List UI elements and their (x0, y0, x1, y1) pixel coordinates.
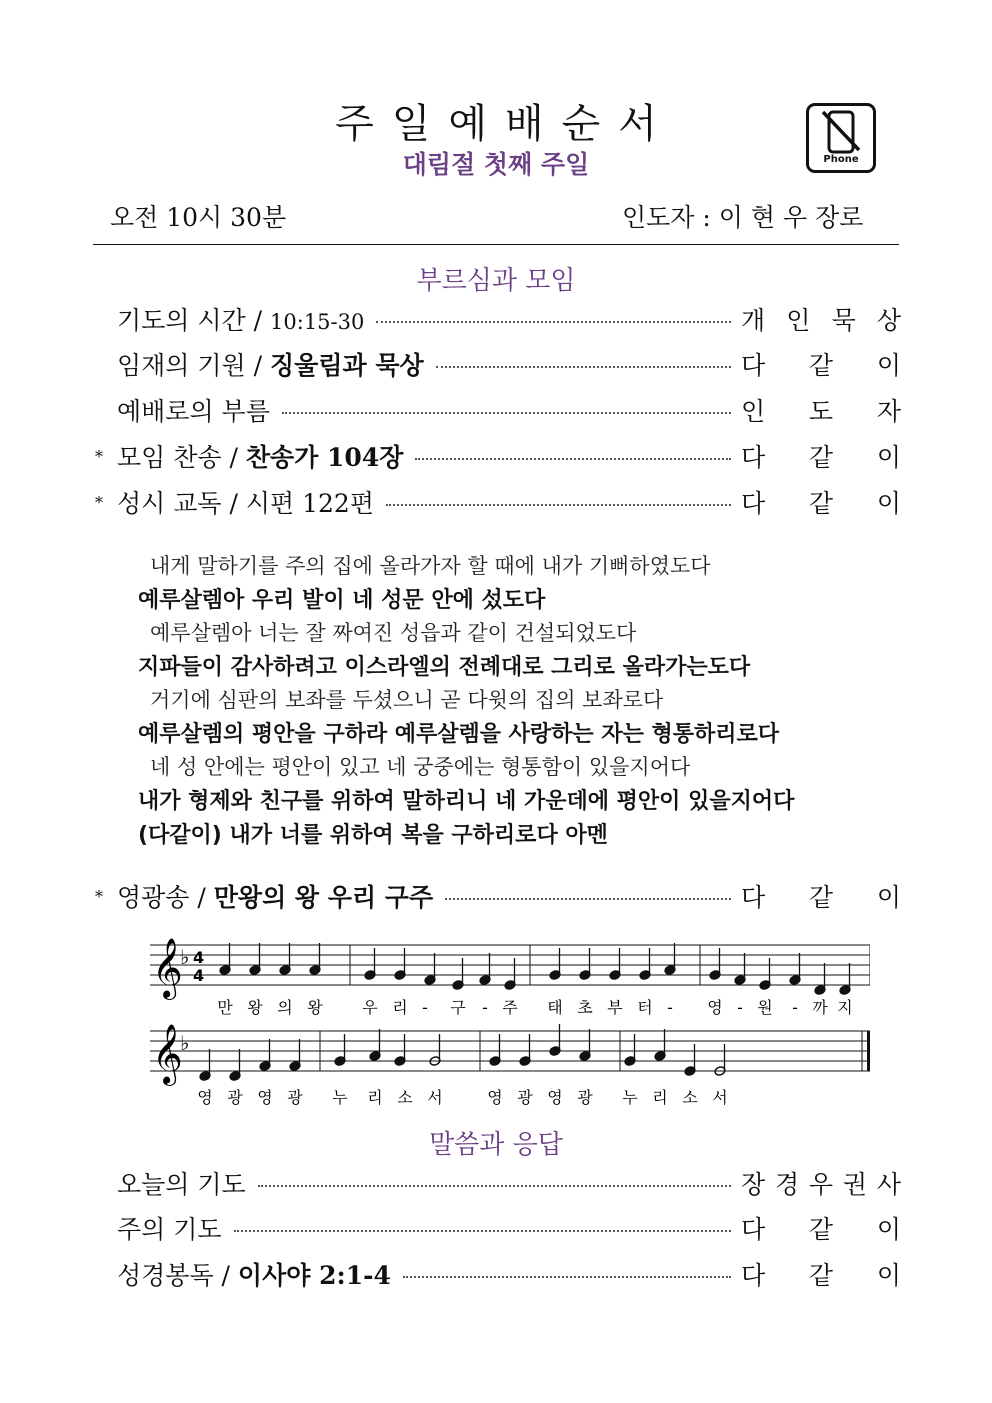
lyric-syllable: 지 (837, 998, 853, 1017)
participant-char: 같 (808, 1261, 834, 1290)
section-heading-gathering: 부르심과 모임 (416, 266, 576, 296)
treble-clef-icon: 𝄞 (152, 938, 183, 998)
leader-name: 이 현 우 장로 (718, 203, 864, 232)
lyric-syllable: 부 (607, 998, 623, 1017)
item-participants (741, 484, 901, 520)
lyric-syllable: 리 (652, 1088, 668, 1107)
phone-label: Phone (823, 154, 859, 165)
lyric-syllable: - (667, 998, 673, 1017)
reading-people-line: 예루살렘아 우리 발이 네 성문 안에 섰도다 (138, 588, 546, 613)
lyric-syllable: 리 (367, 1088, 383, 1107)
item-label (117, 346, 424, 382)
item-participants (741, 346, 901, 382)
leader-dots (386, 504, 731, 506)
item-label-bold: 찬송가 104장 (245, 443, 404, 472)
lyric-syllable: 영 (547, 1088, 563, 1107)
item-label (117, 1256, 391, 1292)
lyric-syllable: 만 (217, 998, 233, 1017)
leader-dots (282, 412, 731, 414)
leader-dots (376, 321, 731, 323)
reading-people-line: 지파들이 감사하려고 이스라엘의 전례대로 그리로 올라가는도다 (138, 655, 751, 680)
lyric-syllable: 우 (362, 998, 378, 1017)
reading-leader-line: 예루살렘아 너는 잘 짜여진 성읍과 같이 건설되었도다 (150, 621, 637, 645)
standing-mark: * (95, 886, 103, 906)
participant-char: 다 (741, 1261, 766, 1290)
time-signature: 4 (193, 948, 205, 967)
participant-char: 경 (774, 1170, 800, 1199)
lyric-syllable: - (737, 998, 743, 1017)
standing-mark: * (95, 492, 103, 512)
item-participants (741, 392, 901, 428)
participant-char: 자 (876, 397, 901, 426)
service-time: 오전 10시 30분 (110, 203, 287, 232)
participant-char: 다 (741, 443, 766, 472)
participant-char: 이 (876, 1215, 901, 1244)
lyric-syllable: 의 (277, 998, 293, 1017)
participant-char: 같 (808, 883, 834, 912)
lyric-syllable: 광 (227, 1088, 243, 1107)
page-subtitle: 대림절 첫째 주일 (402, 150, 590, 179)
lyric-syllable: 영 (707, 998, 723, 1017)
lyric-syllable: 터 (637, 998, 653, 1017)
order-item (95, 482, 901, 522)
participant-char: 다 (741, 351, 766, 380)
item-label: 영광송 / 만왕의 왕 우리 구주 (117, 883, 434, 912)
lyric-syllable: 광 (287, 1088, 303, 1107)
participant-char: 인 (741, 397, 766, 426)
lyric-syllable: 광 (577, 1088, 593, 1107)
participant-char: 같 (808, 489, 834, 518)
participant-char: 이 (876, 883, 901, 912)
header-divider (93, 244, 899, 245)
order-item-doxology (95, 876, 901, 916)
time-signature: 4 (193, 966, 205, 985)
item-label (117, 484, 374, 520)
item-participants (741, 438, 901, 474)
item-label-bold: 이사야 2:1-4 (237, 1261, 391, 1290)
lyric-syllable: - (792, 998, 798, 1017)
treble-clef-icon: 𝄞 (152, 1024, 183, 1084)
lyric-syllable: 영 (197, 1088, 213, 1107)
reading-leader-line: 네 성 안에는 평안이 있고 네 궁중에는 형통함이 있을지어다 (150, 755, 691, 779)
lyric-syllable: 태 (547, 998, 563, 1017)
lyric-syllable: - (422, 998, 428, 1017)
participant-char: 묵 (831, 306, 856, 335)
item-label-bold: 징울림과 묵상 (270, 351, 424, 380)
item-participants (741, 1256, 901, 1292)
lyric-syllable: 소 (682, 1088, 698, 1107)
lyric-syllable: 왕 (307, 998, 323, 1017)
item-label-text: 기도의 시간 / (117, 306, 271, 335)
item-label-text: 예배로의 부름 (117, 397, 270, 426)
order-item (95, 299, 901, 339)
section-heading-word: 말씀과 응답 (429, 1130, 563, 1160)
order-item (95, 1254, 901, 1294)
lyric-syllable: 초 (577, 998, 593, 1017)
participant-char: 사 (876, 1170, 901, 1199)
lyric-syllable: 서 (427, 1088, 443, 1107)
lyric-syllable: - (482, 998, 488, 1017)
lyric-syllable: 왕 (247, 998, 263, 1017)
order-item (95, 1208, 901, 1248)
lyric-syllable: 구 (450, 998, 466, 1017)
lyric-syllable: 누 (332, 1088, 348, 1107)
item-participants (741, 1210, 901, 1246)
item-label-text: 성시 교독 / 시편 122편 (117, 489, 374, 518)
reading-people-line: 예루살렘의 평안을 구하라 예루살렘을 사랑하는 자는 형통하리로다 (138, 722, 780, 747)
reading-leader-line: 거기에 심판의 보좌를 두셨으니 곧 다윗의 집의 보좌로다 (150, 688, 664, 712)
participant-char: 권 (842, 1170, 868, 1199)
flat-sign: ♭ (180, 945, 190, 969)
lyric-syllable: 영 (257, 1088, 273, 1107)
item-label (117, 392, 270, 428)
lyric-syllable: 누 (622, 1088, 638, 1107)
no-phone-sign (806, 103, 876, 173)
participant-char: 장 (741, 1170, 766, 1199)
item-participants (741, 878, 901, 914)
page-title: 주일예배순서 (335, 101, 675, 147)
reading-people-line: 내가 형제와 친구를 위하여 말하리니 네 가운데에 평안이 있을지어다 (138, 789, 795, 814)
item-label-text: 임재의 기원 / (117, 351, 271, 380)
reading-people-line: (다같이) 내가 너를 위하여 복을 구하리로다 아멘 (138, 823, 608, 848)
reading-leader-line: 내게 말하기를 주의 집에 올라가자 할 때에 내가 기뻐하였도다 (150, 554, 711, 578)
participant-char: 우 (808, 1170, 834, 1199)
doxology-score (150, 933, 870, 1118)
leader-dots (436, 366, 731, 368)
leader-dots (445, 898, 731, 900)
participant-char: 이 (876, 443, 901, 472)
leader-info (622, 198, 863, 234)
participant-char: 인 (786, 306, 811, 335)
leader-dots (403, 1276, 731, 1278)
item-label-text: 오늘의 기도 (117, 1170, 246, 1199)
participant-char: 같 (808, 443, 834, 472)
lyric-syllable: 까 (812, 998, 828, 1017)
participant-char: 같 (808, 1215, 834, 1244)
standing-mark: * (95, 446, 103, 466)
item-label-tail: 10:15-30 (270, 310, 365, 334)
participant-char: 같 (808, 351, 834, 380)
leader-dots (258, 1185, 731, 1187)
lyric-syllable: 주 (502, 998, 518, 1017)
participant-char: 다 (741, 1215, 766, 1244)
flat-sign: ♭ (180, 1031, 190, 1055)
item-participants (741, 301, 901, 337)
participant-char: 다 (741, 489, 766, 518)
item-label (117, 1165, 246, 1201)
item-label (117, 301, 364, 337)
item-label (117, 438, 403, 474)
item-label (117, 1210, 222, 1246)
lyric-syllable: 리 (392, 998, 408, 1017)
participant-char: 다 (741, 883, 766, 912)
lyric-syllable: 광 (517, 1088, 533, 1107)
participant-char: 이 (876, 1261, 901, 1290)
item-label-text: 주의 기도 (117, 1215, 222, 1244)
order-item (95, 436, 901, 476)
item-label-text: 모임 찬송 / (117, 443, 246, 472)
lyric-syllable: 서 (712, 1088, 728, 1107)
order-item (95, 344, 901, 384)
item-label-text: 성경봉독 / (117, 1261, 238, 1290)
leader-label: 인도자 : (622, 203, 711, 232)
leader-dots (234, 1230, 731, 1232)
order-item (95, 1163, 901, 1203)
order-item (95, 390, 901, 430)
lyric-syllable: 영 (487, 1088, 503, 1107)
participant-char: 도 (808, 397, 834, 426)
participant-char: 이 (876, 351, 901, 380)
lyric-syllable: 소 (397, 1088, 413, 1107)
participant-char: 이 (876, 489, 901, 518)
leader-dots (415, 458, 731, 460)
lyric-syllable: 원 (757, 998, 773, 1017)
participant-char: 개 (741, 306, 766, 335)
item-participants (741, 1165, 901, 1201)
participant-char: 상 (876, 306, 901, 335)
